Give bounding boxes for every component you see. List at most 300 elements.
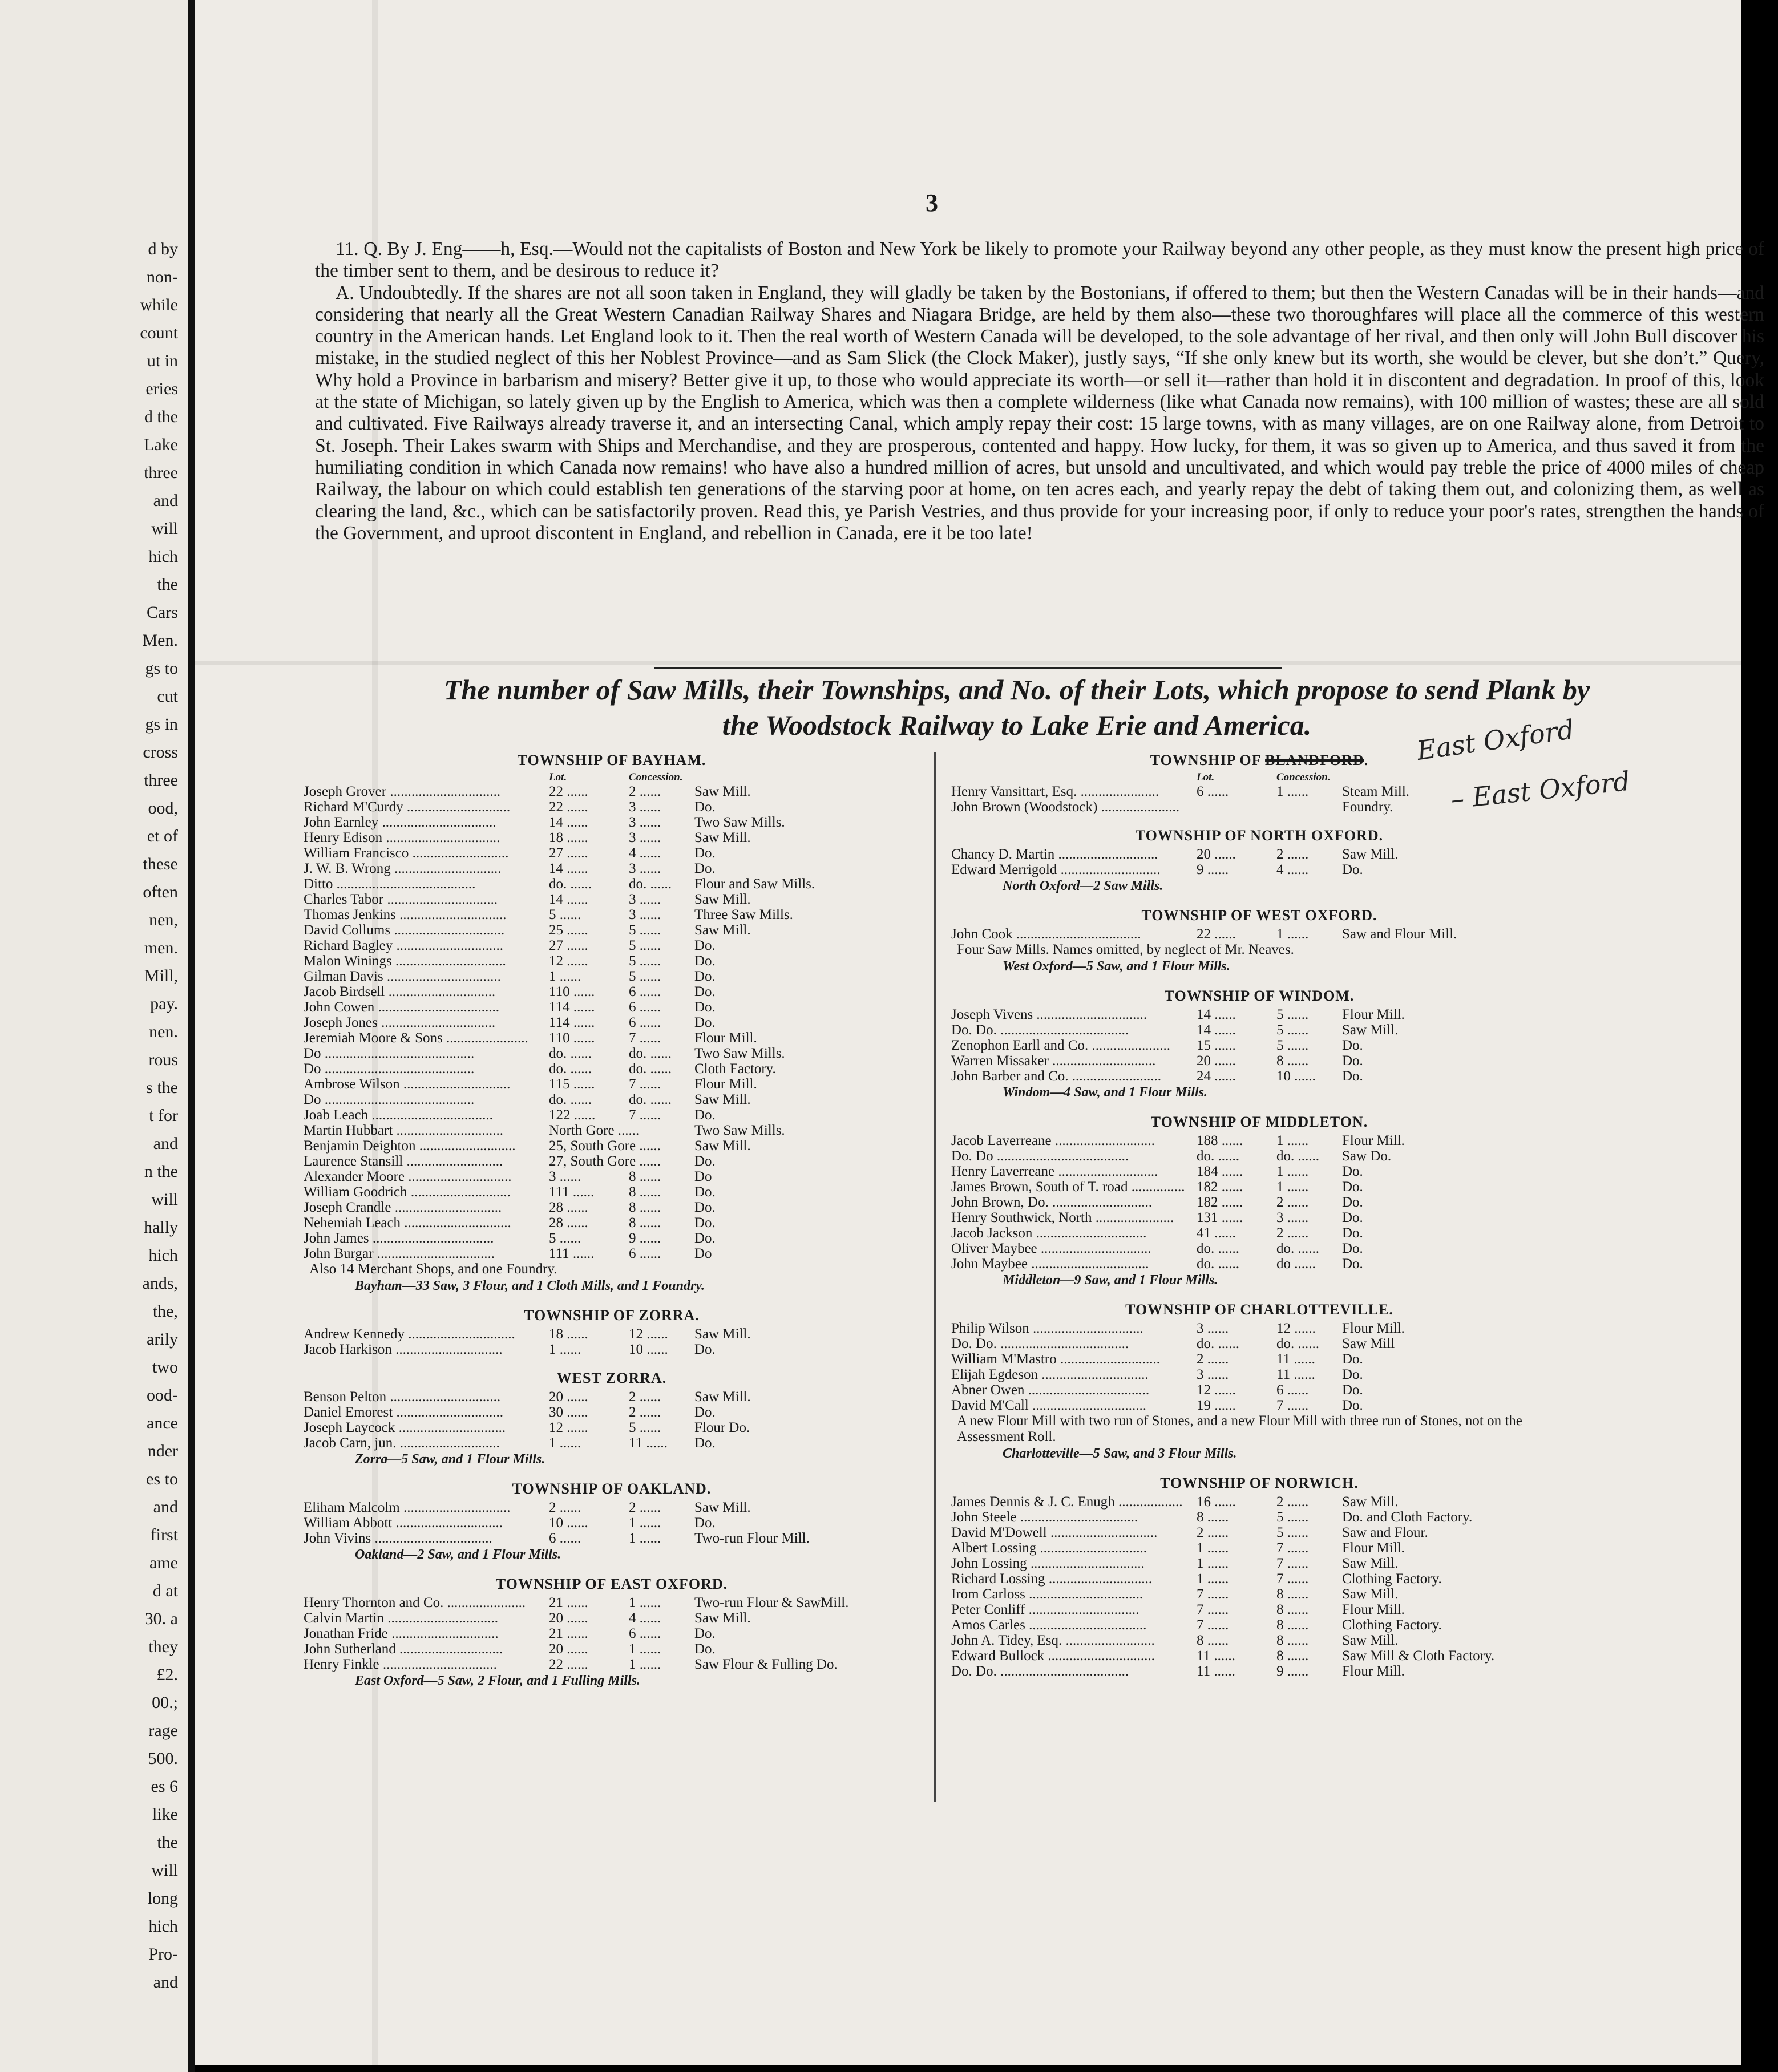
owner-name: David M'Dowell .............................. xyxy=(951,1525,1158,1540)
lot-number: 1 ...... xyxy=(549,1435,581,1451)
mill-row xyxy=(304,1184,920,1200)
mill-row xyxy=(304,1595,920,1610)
owner-name: Henry Edison ................................ xyxy=(304,830,500,845)
owner-name: Malon Winings ............................... xyxy=(304,953,506,969)
adjacent-page-fragment: gs to xyxy=(145,659,178,678)
adjacent-page-fragment: n the xyxy=(144,1162,178,1181)
mill-type: Flour Mill. xyxy=(1342,1540,1405,1556)
township-summary: Windom—4 Saw, and 1 Flour Mills. xyxy=(1003,1085,1207,1100)
concession-number: 4 ...... xyxy=(629,845,661,861)
lot-number: 6 ...... xyxy=(549,1531,581,1546)
township-title: TOWNSHIP OF BAYHAM. xyxy=(517,752,706,768)
mill-type: Flour Mill. xyxy=(1342,1321,1405,1336)
lot-number: 11 ...... xyxy=(1197,1648,1235,1664)
mill-row xyxy=(304,830,920,845)
lot-number: 3 ...... xyxy=(549,1169,581,1184)
mill-type: Do. xyxy=(1342,1225,1363,1241)
lot-number: 11 ...... xyxy=(1197,1664,1235,1679)
concession-number: 10 ...... xyxy=(1276,1069,1316,1084)
adjacent-page-fragment: will xyxy=(151,1190,178,1209)
mill-row xyxy=(951,1256,1567,1272)
mill-row xyxy=(304,1123,920,1138)
mill-type: Two Saw Mills. xyxy=(694,1046,785,1061)
mill-row xyxy=(951,847,1567,862)
lot-number: 14 ...... xyxy=(549,892,588,907)
owner-name: Jacob Harkison .............................. xyxy=(304,1342,503,1357)
lot-number: 1 ...... xyxy=(549,969,581,984)
mill-type: Foundry. xyxy=(1342,799,1393,815)
adjacent-page-fragment: ood, xyxy=(148,799,178,818)
lot-number: 30 ...... xyxy=(549,1405,588,1420)
mill-row xyxy=(304,815,920,830)
adjacent-page-fragment: count xyxy=(140,323,178,342)
adjacent-page-fragment: et of xyxy=(147,827,178,845)
adjacent-page-fragment: arily xyxy=(147,1330,178,1349)
owner-name: David M'Call ................................ xyxy=(951,1398,1146,1413)
mill-type: Two-run Flour & SawMill. xyxy=(694,1595,849,1610)
adjacent-page-fragment: while xyxy=(140,296,178,314)
mill-row xyxy=(951,862,1567,877)
mill-row xyxy=(304,1641,920,1657)
mill-type: Saw Mill. xyxy=(694,1610,751,1626)
concession-number: 1 ...... xyxy=(1276,1133,1309,1148)
owner-name: Edward Bullock .............................. xyxy=(951,1648,1155,1664)
mill-type: Flour Mill. xyxy=(1342,1007,1405,1022)
column-header-row xyxy=(304,771,920,784)
mill-type: Clothing Factory. xyxy=(1342,1617,1442,1633)
mill-row xyxy=(304,1138,920,1154)
mill-type: Do. xyxy=(694,1215,716,1231)
lot-number: 27 ...... xyxy=(549,845,588,861)
lot-number: 20 ...... xyxy=(549,1610,588,1626)
lot-number: 110 ...... xyxy=(549,984,595,999)
mill-row xyxy=(304,999,920,1015)
concession-number xyxy=(629,1154,694,1169)
page-gap xyxy=(188,0,195,2072)
owner-name: Albert Lossing .............................. xyxy=(951,1540,1147,1556)
owner-name: Do .......................................... xyxy=(304,1046,475,1061)
adjacent-page-fragment: the, xyxy=(152,1302,178,1321)
lot-number: 114 ...... xyxy=(549,999,595,1015)
owner-name: Elijah Egdeson .............................. xyxy=(951,1367,1149,1382)
mill-row xyxy=(951,1510,1567,1525)
lot-number: 18 ...... xyxy=(549,830,588,845)
mill-type: Do xyxy=(694,1246,712,1261)
owner-name: Jacob Jackson ............................... xyxy=(951,1225,1147,1241)
mill-type: Saw and Flour Mill. xyxy=(1342,926,1457,942)
concession-header: Concession. xyxy=(629,771,683,783)
owner-name: Andrew Kennedy .............................. xyxy=(304,1326,515,1342)
adjacent-page-fragment: three xyxy=(144,771,178,790)
owner-name: Joseph Crandle .............................. xyxy=(304,1200,502,1215)
concession-number: 3 ...... xyxy=(629,907,661,922)
lot-number: do. ...... xyxy=(1197,1336,1239,1351)
adjacent-page-fragment: s the xyxy=(146,1078,178,1097)
lot-number: 19 ...... xyxy=(1197,1398,1236,1413)
mill-type: Clothing Factory. xyxy=(1342,1571,1442,1587)
owner-name: Jacob Laverreane ............................ xyxy=(951,1133,1155,1148)
mill-type: Cloth Factory. xyxy=(694,1061,776,1077)
mill-row xyxy=(951,1633,1567,1648)
mill-row xyxy=(304,861,920,876)
lot-header: Lot. xyxy=(1197,771,1215,783)
mill-type: Do. xyxy=(694,1107,716,1123)
mill-row xyxy=(304,892,920,907)
concession-number: do. ...... xyxy=(629,1061,672,1077)
mill-row xyxy=(304,1215,920,1231)
owner-name: Peter Conliff ............................... xyxy=(951,1602,1139,1617)
column-divider xyxy=(934,752,936,1802)
mill-type: Saw Mill. xyxy=(1342,1556,1399,1571)
owner-name: J. W. B. Wrong .............................. xyxy=(304,861,502,876)
adjacent-page-fragment: hich xyxy=(148,1917,178,1936)
mill-type: Saw Mill. xyxy=(1342,847,1399,862)
owner-name: William M'Mastro ............................ xyxy=(951,1351,1160,1367)
owner-name: Thomas Jenkins .............................. xyxy=(304,907,507,922)
owner-name: Jacob Carn, jun. ............................ xyxy=(304,1435,500,1451)
mill-type: Do. xyxy=(1342,1367,1363,1382)
mill-row xyxy=(304,1342,920,1357)
owner-name: Oliver Maybee ............................... xyxy=(951,1241,1151,1256)
lot-number: 131 ...... xyxy=(1197,1210,1243,1225)
lot-number: 122 ...... xyxy=(549,1107,596,1123)
adjacent-page-fragment: these xyxy=(143,855,178,873)
concession-number: 5 ...... xyxy=(1276,1510,1309,1525)
adjacent-page-fragment: long xyxy=(147,1889,178,1908)
adjacent-page-fragment: d by xyxy=(148,240,178,258)
mill-type: Do. xyxy=(694,799,716,815)
owner-name: David Collums ............................... xyxy=(304,922,505,938)
township-summary: Charlotteville—5 Saw, and 3 Flour Mills. xyxy=(1003,1446,1237,1461)
township-summary: Oakland—2 Saw, and 1 Flour Mills. xyxy=(355,1547,561,1562)
mill-type: Do. xyxy=(1342,1382,1363,1398)
adjacent-page-fragment: ut in xyxy=(147,351,178,370)
concession-number: 2 ...... xyxy=(1276,1195,1309,1210)
township-title: TOWNSHIP OF NORTH OXFORD. xyxy=(1135,827,1384,844)
adjacent-page-strip xyxy=(0,0,188,2072)
owner-name: Martin Hubbart .............................. xyxy=(304,1123,503,1138)
mill-type: Do. xyxy=(694,969,716,984)
adjacent-page-fragment: nen, xyxy=(149,910,178,929)
owner-name: Do. Do. .................................... xyxy=(951,1022,1129,1038)
owner-name: John Sutherland ............................. xyxy=(304,1641,503,1657)
concession-number: 5 ...... xyxy=(629,953,661,969)
mill-type: Do. xyxy=(694,1515,716,1531)
concession-number: 2 ...... xyxy=(629,1500,661,1515)
concession-number: 5 ...... xyxy=(1276,1007,1309,1022)
concession-number: 11 ...... xyxy=(1276,1367,1315,1382)
adjacent-page-fragment: cross xyxy=(143,743,178,762)
adjacent-page-fragment: they xyxy=(148,1637,178,1656)
concession-number: 8 ...... xyxy=(1276,1648,1309,1664)
owner-name: Richard Lossing ............................. xyxy=(951,1571,1153,1587)
concession-number xyxy=(629,1123,694,1138)
mill-row xyxy=(951,1525,1567,1540)
concession-number: 5 ...... xyxy=(629,922,661,938)
mill-type: Flour Mill. xyxy=(694,1077,757,1092)
adjacent-page-fragment: often xyxy=(143,883,178,901)
mill-type: Do. xyxy=(694,861,716,876)
lot-number: 22 ...... xyxy=(549,1657,588,1672)
adjacent-page-fragment: 500. xyxy=(148,1749,178,1768)
concession-number xyxy=(1276,799,1342,815)
mill-type: Three Saw Mills. xyxy=(694,907,793,922)
mill-type: Do. xyxy=(694,1184,716,1200)
owner-name: Henry Laverreane ............................ xyxy=(951,1164,1158,1179)
concession-number: do. ...... xyxy=(1276,1336,1319,1351)
township-summary: North Oxford—2 Saw Mills. xyxy=(1003,879,1163,893)
mill-row xyxy=(304,1657,920,1672)
concession-number: 8 ...... xyxy=(629,1215,661,1231)
mill-type: Do. xyxy=(694,1154,716,1169)
lot-number: do. ...... xyxy=(549,1046,592,1061)
mill-type: Flour Mill. xyxy=(1342,1602,1405,1617)
concession-number: 1 ...... xyxy=(629,1515,661,1531)
lot-number: 2 ...... xyxy=(1197,1351,1229,1367)
mill-row xyxy=(951,1540,1567,1556)
lot-number: do. ...... xyxy=(549,1061,592,1077)
adjacent-page-fragment: like xyxy=(152,1805,178,1824)
owner-name: Do .......................................... xyxy=(304,1092,475,1107)
township-note: Four Saw Mills. Names omitted, by neglect of Mr. Neaves. xyxy=(957,942,1294,957)
adjacent-page-fragment: two xyxy=(152,1358,178,1377)
concession-number: 11 ...... xyxy=(1276,1351,1315,1367)
township-title: TOWNSHIP OF MIDDLETON. xyxy=(1150,1114,1368,1130)
concession-number: 1 ...... xyxy=(1276,1164,1309,1179)
owner-name: John Burgar ................................. xyxy=(304,1246,495,1261)
mill-type: Saw Mill. xyxy=(694,1326,751,1342)
mill-type: Do. xyxy=(1342,1351,1363,1367)
mill-row xyxy=(304,1531,920,1546)
mill-row xyxy=(304,1092,920,1107)
mill-type: Flour Do. xyxy=(694,1420,750,1435)
township-title: TOWNSHIP OF EAST OXFORD. xyxy=(495,1576,728,1592)
mill-type: Do. xyxy=(694,984,716,999)
lot-number: 1 ...... xyxy=(549,1342,581,1357)
lot-number: do. ...... xyxy=(1197,1148,1239,1164)
mill-row xyxy=(951,1398,1567,1413)
question-answer-block xyxy=(315,238,1764,544)
concession-number: 6 ...... xyxy=(629,1246,661,1261)
mill-row xyxy=(304,845,920,861)
concession-number: 6 ...... xyxy=(629,984,661,999)
mill-type: Saw Flour & Fulling Do. xyxy=(694,1657,838,1672)
owner-name: Edward Merrigold ............................ xyxy=(951,862,1161,877)
mill-row xyxy=(304,922,920,938)
concession-number: 7 ...... xyxy=(1276,1540,1309,1556)
handwritten-note-side: – East Oxford xyxy=(1449,765,1632,815)
owner-name: Chancy D. Martin ............................ xyxy=(951,847,1158,862)
mill-type: Do. xyxy=(694,999,716,1015)
lot-number: 22 ...... xyxy=(549,799,588,815)
concession-number: 7 ...... xyxy=(629,1107,661,1123)
mill-type: Flour Mill. xyxy=(694,1030,757,1046)
lot-number: 1 ...... xyxy=(1197,1540,1229,1556)
concession-header: Concession. xyxy=(1276,771,1331,783)
owner-name: Richard Bagley .............................. xyxy=(304,938,503,953)
owner-name: John Earnley ................................ xyxy=(304,815,496,830)
adjacent-page-fragment: es to xyxy=(146,1470,178,1488)
owner-name: John Vivins ................................. xyxy=(304,1531,492,1546)
adjacent-page-fragment: hich xyxy=(148,547,178,566)
concession-number: 8 ...... xyxy=(1276,1587,1309,1602)
owner-name: Nehemiah Leach .............................. xyxy=(304,1215,511,1231)
owner-name: John Cowen .................................. xyxy=(304,999,500,1015)
mill-row xyxy=(951,1007,1567,1022)
township-summary: Zorra—5 Saw, and 1 Flour Mills. xyxy=(355,1452,545,1467)
mill-row xyxy=(951,1053,1567,1069)
adjacent-page-fragment: the xyxy=(157,575,178,594)
concession-number: 5 ...... xyxy=(629,969,661,984)
concession-number: 4 ...... xyxy=(1276,862,1309,877)
owner-name: Joseph Vivens ............................... xyxy=(951,1007,1147,1022)
mill-type: Do. xyxy=(1342,1179,1363,1195)
mill-type: Do. xyxy=(694,1015,716,1030)
owner-name: Daniel Emorest .............................. xyxy=(304,1405,503,1420)
lot-number: 21 ...... xyxy=(549,1626,588,1641)
owner-name: James Dennis & J. C. Enugh .................. xyxy=(951,1494,1183,1510)
lot-number: 10 ...... xyxy=(549,1515,588,1531)
lot-number: 24 ...... xyxy=(1197,1069,1236,1084)
township-section xyxy=(951,827,1567,895)
mill-row xyxy=(951,1351,1567,1367)
concession-number: 5 ...... xyxy=(1276,1525,1309,1540)
mill-row xyxy=(304,1154,920,1169)
mill-row xyxy=(951,1648,1567,1664)
owner-name: Gilman Davis ................................ xyxy=(304,969,501,984)
lot-number: do. ...... xyxy=(1197,1256,1239,1272)
concession-number: 8 ...... xyxy=(1276,1617,1309,1633)
owner-name: John James .................................. xyxy=(304,1231,494,1246)
concession-number: 7 ...... xyxy=(1276,1556,1309,1571)
concession-number: 7 ...... xyxy=(629,1030,661,1046)
owner-name: John Maybee ................................. xyxy=(951,1256,1149,1272)
lot-number: 3 ...... xyxy=(1197,1367,1229,1382)
mill-type: Saw Mill. xyxy=(1342,1587,1399,1602)
concession-number: 8 ...... xyxy=(1276,1633,1309,1648)
adjacent-page-fragment: pay. xyxy=(150,994,178,1013)
owner-name: William Francisco ........................... xyxy=(304,845,509,861)
concession-number: 1 ...... xyxy=(1276,926,1309,942)
lot-number: 14 ...... xyxy=(549,815,588,830)
owner-name: John Brown, Do. ............................ xyxy=(951,1195,1153,1210)
lot-number: 114 ...... xyxy=(549,1015,595,1030)
mill-type: Two-run Flour Mill. xyxy=(694,1531,810,1546)
mill-row xyxy=(304,1500,920,1515)
mill-type: Do. and Cloth Factory. xyxy=(1342,1510,1473,1525)
mill-row xyxy=(304,876,920,892)
mill-row xyxy=(304,938,920,953)
mill-row xyxy=(304,799,920,815)
mill-row xyxy=(951,1195,1567,1210)
heading-line-2: the Woodstock Railway to Lake Erie and America. xyxy=(722,709,1312,741)
mill-row xyxy=(951,926,1567,942)
township-section xyxy=(951,988,1567,1101)
mill-row xyxy=(304,953,920,969)
owner-name: Benson Pelton ............................... xyxy=(304,1389,501,1405)
concession-number: 2 ...... xyxy=(1276,1225,1309,1241)
question-paragraph: 11. Q. By J. Eng——h, Esq.—Would not the capitalists of Boston and New York be likely to promote your Railway beyond any other people, as they must know the present high price of the timber sent to them, and be desirous to reduce it? xyxy=(315,238,1764,282)
mill-type: Saw Mill. xyxy=(694,892,751,907)
adjacent-page-fragment: and xyxy=(153,491,178,510)
concession-number: 5 ...... xyxy=(629,938,661,953)
mill-row xyxy=(951,1336,1567,1351)
mill-row xyxy=(951,1664,1567,1679)
lot-number: 182 ...... xyxy=(1197,1179,1243,1195)
lot-number: 115 ...... xyxy=(549,1077,595,1092)
concession-number: 12 ...... xyxy=(1276,1321,1316,1336)
mill-type: Saw Mill. xyxy=(1342,1633,1399,1648)
adjacent-page-fragment: and xyxy=(153,1973,178,1992)
concession-number: 7 ...... xyxy=(1276,1398,1309,1413)
mill-row xyxy=(304,1326,920,1342)
mill-row xyxy=(951,1148,1567,1164)
mill-type: Saw Mill xyxy=(1342,1336,1395,1351)
concession-number: 6 ...... xyxy=(629,1626,661,1641)
lot-number: 2 ...... xyxy=(549,1500,581,1515)
township-summary: Bayham—33 Saw, 3 Flour, and 1 Cloth Mills, and 1 Foundry. xyxy=(355,1278,705,1293)
lot-number: 28 ...... xyxy=(549,1215,588,1231)
concession-number: 12 ...... xyxy=(629,1326,668,1342)
owner-name: John Cook ................................... xyxy=(951,926,1141,942)
adjacent-page-fragment: will xyxy=(151,519,178,538)
concession-number: 8 ...... xyxy=(1276,1053,1309,1069)
township-section xyxy=(304,752,920,1294)
owner-name: Joab Leach .................................. xyxy=(304,1107,493,1123)
owner-name: Henry Thornton and Co. ...................... xyxy=(304,1595,526,1610)
township-title: TOWNSHIP OF WEST OXFORD. xyxy=(1141,907,1377,924)
mill-row xyxy=(951,1022,1567,1038)
adjacent-page-fragment: the xyxy=(157,1833,178,1852)
mill-row xyxy=(951,1225,1567,1241)
mill-type: Do xyxy=(694,1169,712,1184)
lot-number: do. ...... xyxy=(549,1092,592,1107)
mill-row xyxy=(304,907,920,922)
township-note: Also 14 Merchant Shops, and one Foundry. xyxy=(309,1261,557,1277)
adjacent-page-fragment: ands, xyxy=(142,1274,178,1293)
mill-type: Do. xyxy=(1342,1069,1363,1084)
struck-township-name: BLANDFORD xyxy=(1265,752,1364,768)
adjacent-page-fragment: gs in xyxy=(145,715,178,734)
mill-row xyxy=(951,1556,1567,1571)
mill-row xyxy=(304,784,920,799)
concession-number: do. ...... xyxy=(629,1046,672,1061)
owner-name: Henry Southwick, North ...................... xyxy=(951,1210,1174,1225)
adjacent-page-fragment: hally xyxy=(144,1218,178,1237)
page-number: 3 xyxy=(926,189,938,217)
concession-number: do. ...... xyxy=(629,876,672,892)
lot-number: 188 ...... xyxy=(1197,1133,1243,1148)
township-section xyxy=(304,1576,920,1689)
mill-type: Do. xyxy=(1342,1241,1363,1256)
mill-type: Do. xyxy=(1342,1164,1363,1179)
concession-number: 1 ...... xyxy=(629,1641,661,1657)
adjacent-page-fragment: Men. xyxy=(142,631,178,650)
adjacent-page-fragment: three xyxy=(144,463,178,482)
mill-row xyxy=(951,1133,1567,1148)
concession-number: 7 ...... xyxy=(1276,1571,1309,1587)
township-title: TOWNSHIP OF CHARLOTTEVILLE. xyxy=(1125,1301,1393,1318)
owner-name: Charles Tabor ............................... xyxy=(304,892,498,907)
mill-row xyxy=(951,1321,1567,1336)
lot-number: 7 ...... xyxy=(1197,1602,1229,1617)
mill-row xyxy=(951,1210,1567,1225)
concession-number: 8 ...... xyxy=(629,1184,661,1200)
owner-name: Joseph Laycock .............................. xyxy=(304,1420,506,1435)
concession-number: 6 ...... xyxy=(629,1015,661,1030)
header-spacer xyxy=(951,771,1197,784)
mill-type: Flour and Saw Mills. xyxy=(694,876,815,892)
